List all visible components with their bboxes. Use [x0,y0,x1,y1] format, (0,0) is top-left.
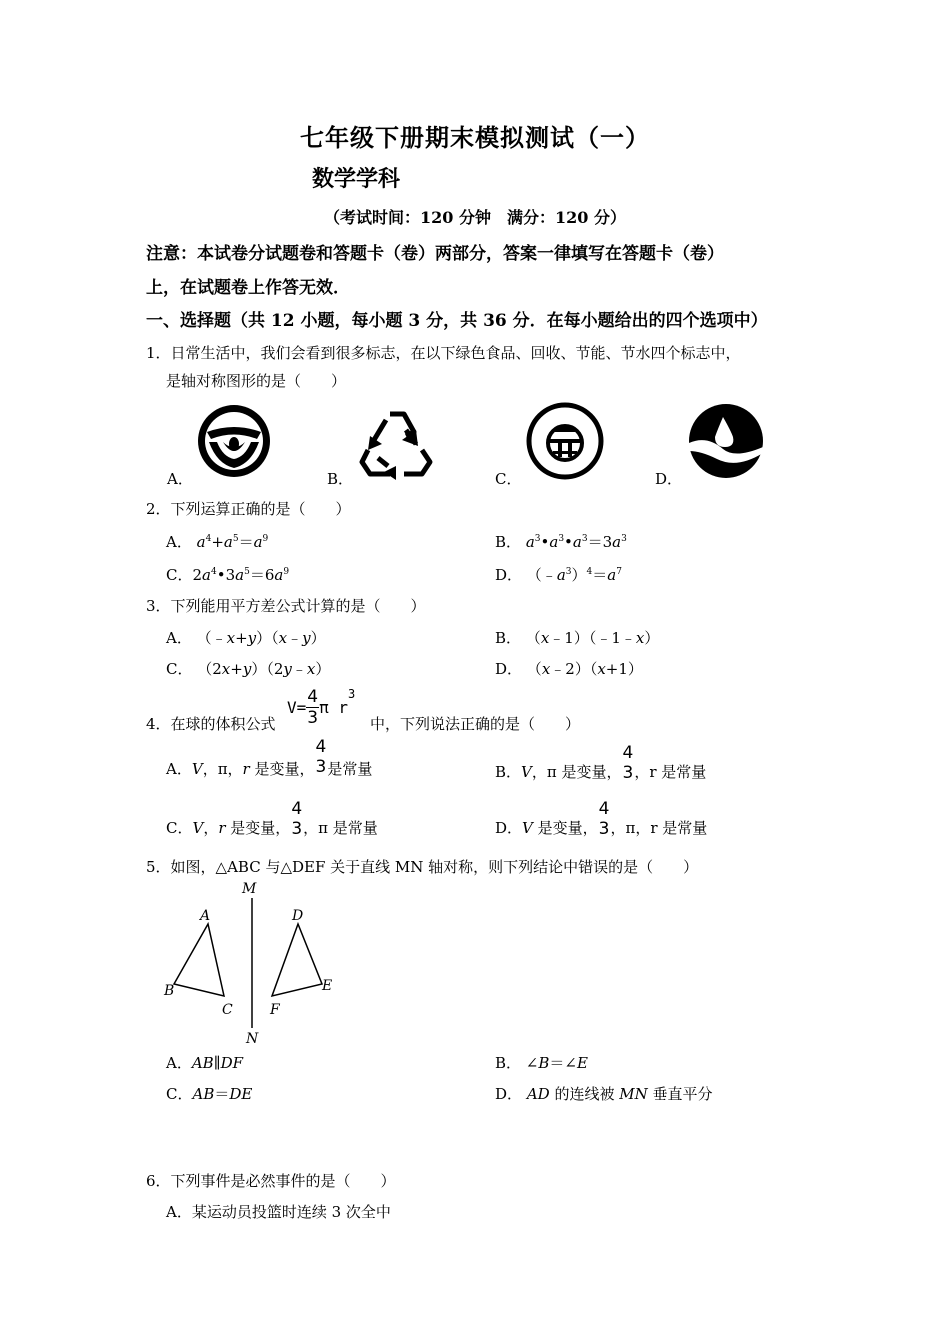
option-label: D． [495,1085,523,1103]
option-label: B． [495,1054,522,1072]
water-saving-logo-icon [687,403,765,479]
label-e: E [322,978,333,994]
question-3-option-d: D． （x﹣2）（x+1） [495,660,643,678]
question-1-option-d-label: D． [655,470,683,488]
label-n: N [246,1031,259,1047]
notice-line-1: 注意：本试卷分试题卷和答题卡（卷）两部分，答案一律填写在答题卡（卷） [146,244,724,264]
option-label: C． [166,819,193,837]
fraction-denominator: 3 [291,819,303,839]
symmetry-figure [160,878,350,1048]
fraction-denominator: 3 [315,757,327,777]
exam-info: （考试时间：120 分钟 满分：120 分） [324,208,626,227]
fraction-denominator: 3 [598,819,610,839]
fraction-numerator: 4 [291,799,303,819]
question-3-option-b: B． （x﹣1）（﹣1﹣x） [495,629,660,647]
option-label: B． [495,629,522,647]
fraction-numerator: 4 [315,737,327,757]
triangle-def [272,924,322,996]
label-a: A [200,908,211,924]
option-b-end: ，r 是常量 [634,763,707,781]
question-1-option-b-label: B． [327,470,354,488]
label-b: B [164,983,175,999]
sphere-volume-formula [287,687,355,728]
question-2-option-d: D． $(﹣a^3)^4=a^7$ [495,566,622,584]
option-d-end: ，π，r 是常量 [610,819,708,837]
notice-line-2: 上，在试题卷上作答无效． [146,278,350,298]
option-label: C． [166,566,193,584]
question-4-option-b: B．V，π 是变量， 4 3 ，r 是常量 [495,743,707,783]
option-label: C． [166,1085,193,1103]
label-c: C [222,1002,233,1018]
option-b-text: 是变量， [561,763,622,781]
option-label: B． [495,763,522,781]
question-5-option-c: C．AB＝DE [166,1085,253,1103]
question-3-option-c: C． （2x+y）（2y﹣x） [166,660,331,678]
option-d-text: 是变量， [537,819,598,837]
option-label: C． [166,660,193,678]
option-a-text: 是常量 [327,760,373,778]
option-c-end: ，π 是常量 [303,819,378,837]
question-2-option-a: A． $a^4+a^5=a^9$ [166,533,269,551]
fraction-denominator: 3 [307,708,319,728]
question-4-option-c: C．V，r 是变量， 4 3 ，π 是常量 [166,799,378,839]
question-4-stem-prefix: 4．在球的体积公式 [146,715,276,733]
question-2-option-b: B． $a^3•a^3•a^3=3a^3$ [495,533,627,551]
question-4-option-d: D．V 是变量， 4 3 ，π，r 是常量 [495,799,708,839]
question-2-option-c: C．$2a^4•3a^5=6a^9$ [166,566,290,584]
energy-saving-logo-icon [525,401,605,481]
question-1-line-2: 是轴对称图形的是（ ） [166,372,347,390]
option-label: A． [166,760,192,778]
question-4-option-a: A．V，π，r 是变量， 4 3 是常量 [166,737,373,778]
question-5-option-d: D． AD 的连线被 MN 垂直平分 [495,1085,713,1103]
option-label: D． [495,819,523,837]
recycle-logo-icon [358,406,436,480]
option-label: D． [495,660,523,678]
question-6-option-a: A．某运动员投篮时连续 3 次全中 [166,1203,391,1221]
option-label: A． [166,1054,192,1072]
label-d: D [292,908,304,924]
question-6-stem: 6．下列事件是必然事件的是（ ） [146,1172,396,1190]
question-1-line-1: 1．日常生活中，我们会看到很多标志，在以下绿色食品、回收、节能、节水四个标志中， [146,344,741,362]
option-c-text: 是变量， [230,819,291,837]
option-d-end: 垂直平分 [652,1085,713,1103]
label-f: F [270,1002,280,1018]
question-5-stem: 5．如图，△ABC 与△DEF 关于直线 MN 轴对称，则下列结论中错误的是（ ） [146,858,699,876]
option-label: A． [166,629,192,647]
fraction-denominator: 3 [622,763,634,783]
question-1-option-a-label: A． [167,470,193,488]
question-5-option-a: A．AB∥DF [166,1054,244,1072]
triangle-abc [174,924,224,996]
question-3-option-a: A． （﹣x+y）（x﹣y） [166,629,326,647]
formula-pi-r: π r [319,698,348,717]
option-label: B． [495,533,522,551]
green-food-logo-icon [195,402,273,480]
question-3-stem: 3．下列能用平方差公式计算的是（ ） [146,597,426,615]
formula-v: V= [287,698,307,717]
page-title: 七年级下册期末模拟测试（一） [300,123,650,152]
formula-exponent: 3 [348,687,356,701]
fraction-numerator: 4 [598,799,610,819]
formula-fraction [306,687,319,728]
fraction-numerator: 4 [307,687,319,707]
question-5-option-b: B． ∠B＝∠E [495,1054,588,1072]
option-label: D． [495,566,523,584]
question-2-stem: 2．下列运算正确的是（ ） [146,500,351,518]
label-m: M [242,881,257,897]
section-heading: 一、选择题（共 12 小题，每小题 3 分，共 36 分．在每小题给出的四个选项中） [146,311,768,331]
question-4-stem-suffix: 中，下列说法正确的是（ ） [370,715,581,733]
fraction-numerator: 4 [622,743,634,763]
subject-heading: 数学学科 [312,166,401,192]
question-1-option-c-label: C． [495,470,522,488]
option-label: A． [166,533,192,551]
option-d-text: 的连线被 [554,1085,615,1103]
